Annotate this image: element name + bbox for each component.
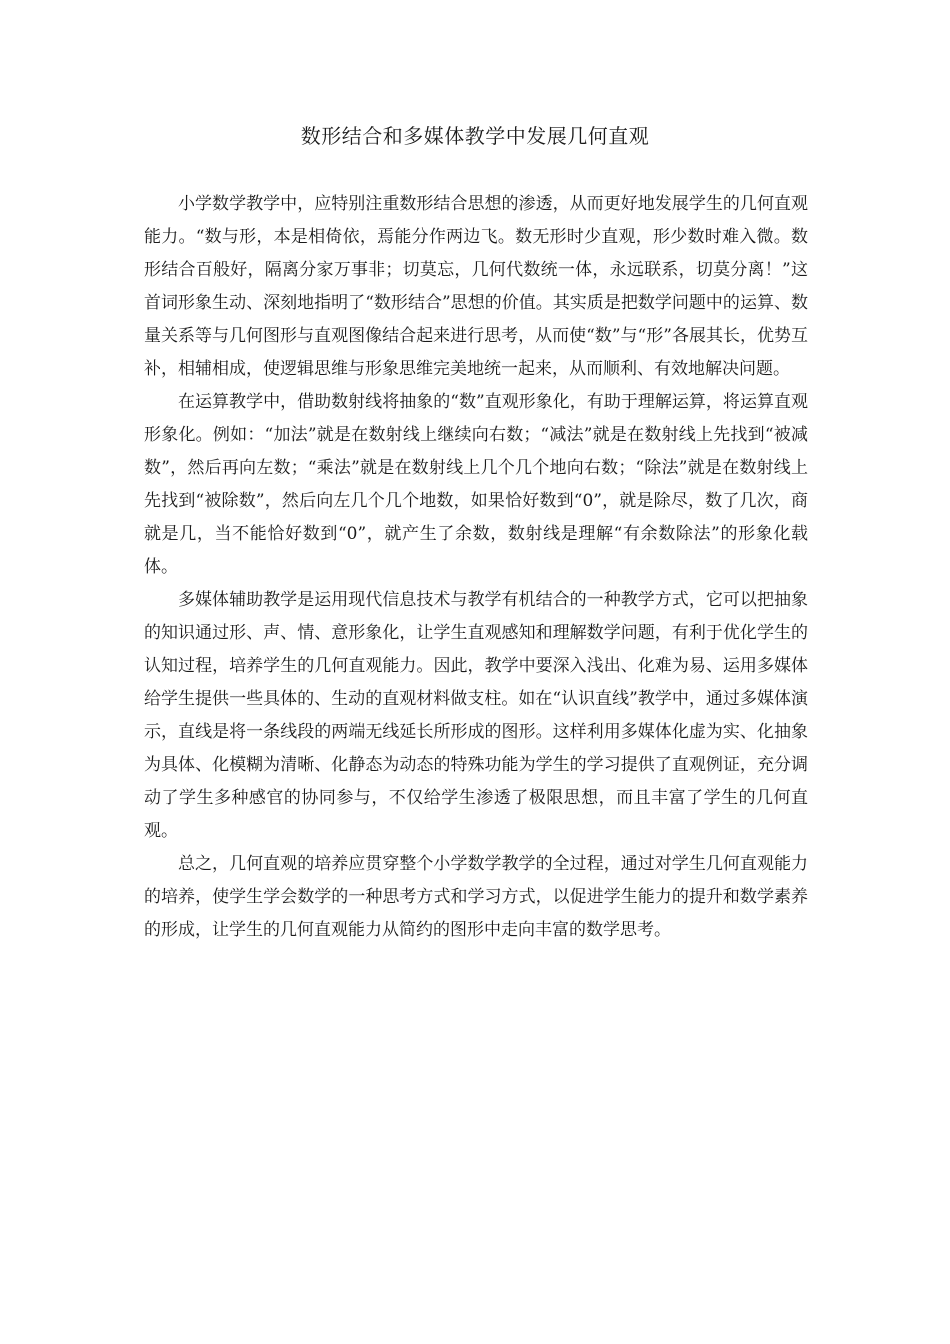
paragraph-3: 多媒体辅助教学是运用现代信息技术与教学有机结合的一种教学方式，它可以把抽象的知识通过形、声、情、意形象化，让学生直观感知和理解数学问题，有利于优化学生的认知过程，培养学生的几何直观能力。因此，教学中要深入浅出、化难为易、运用多媒体给学生提供一些具体的、生动的直观材料做支柱。如在“认识直线”教学中，通过多媒体演示，直线是将一条线段的两端无线延长所形成的图形。这样利用多媒体化虚为实、化抽象为具体、化模糊为清晰、化静态为动态的特殊功能为学生的学习提供了直观例证，充分调动了学生多种感官的协同参与，不仅给学生渗透了极限思想，而且丰富了学生的几何直观。: [144, 590, 808, 841]
paragraph-4: 总之，几何直观的培养应贯穿整个小学数学教学的全过程，通过对学生几何直观能力的培养，使学生学会数学的一种思考方式和学习方式，以促进学生能力的提升和数学素养的形成，让学生的几何直观能力从简约的图形中走向丰富的数学思考。: [144, 854, 808, 940]
paragraph-2: 在运算教学中，借助数射线将抽象的“数”直观形象化，有助于理解运算，将运算直观形象化。例如：“加法”就是在数射线上继续向右数；“减法”就是在数射线上先找到“被减数”，然后再向左数；“乘法”就是在数射线上几个几个地向右数；“除法”就是在数射线上先找到“被除数”，然后向左几个几个地数，如果恰好数到“0”，就是除尽，数了几次，商就是几，当不能恰好数到“0”，就产生了余数，数射线是理解“有余数除法”的形象化载体。: [144, 392, 808, 577]
paragraph-1: 小学数学教学中，应特别注重数形结合思想的渗透，从而更好地发展学生的几何直观能力。“数与形，本是相倚依，焉能分作两边飞。数无形时少直观，形少数时难入微。数形结合百般好，隔离分家万事非；切莫忘，几何代数统一体，永远联系，切莫分离！”这首词形象生动、深刻地指明了“数形结合”思想的价值。其实质是把数学问题中的运算、数量关系等与几何图形与直观图像结合起来进行思考，从而使“数”与“形”各展其长，优势互补，相辅相成，使逻辑思维与形象思维完美地统一起来，从而顺利、有效地解决问题。: [144, 194, 808, 379]
document-body: [144, 188, 808, 947]
document-title: 数形结合和多媒体教学中发展几何直观: [300, 124, 650, 148]
